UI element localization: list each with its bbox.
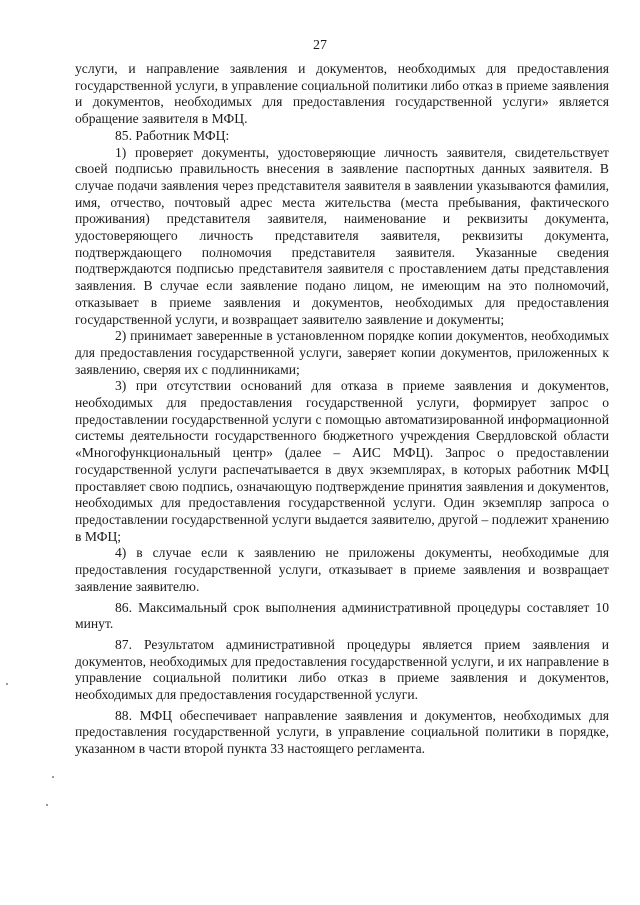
scan-speck — [52, 776, 54, 778]
paragraph-87: 87. Результатом административной процедуры является прием заявления и документов, необходимых для предоставления государственной услуги, и их направление в управление социальной политики либо отказ в приеме заявления и документов, необходимых для предоставления государственной услуги. — [75, 636, 609, 703]
paragraph-88: 88. МФЦ обеспечивает направление заявления и документов, необходимых для предоставления государственной услуги, в управление социальной политики в порядке, указанном в части второй пункта 33 настоящего регламента. — [75, 707, 609, 757]
body-text — [75, 61, 609, 758]
scan-speck — [46, 804, 48, 806]
paragraph-86: 86. Максимальный срок выполнения административной процедуры составляет 10 минут. — [75, 599, 609, 632]
paragraph-85-heading: 85. Работник МФЦ: — [115, 127, 230, 143]
paragraph-85-item-2: 2) принимает заверенные в установленном порядке копии документов, необходимых для предоставления государственной услуги, заверяет копии документов, приложенных к заявлению, сверяя их с подлинниками; — [75, 328, 609, 377]
page-number: 27 — [313, 38, 327, 53]
paragraph-85-item-3: 3) при отсутствии оснований для отказа в приеме заявления и документов, необходимых для предоставления государственной услуги, формирует запрос о предоставлении государственной услуги с помощью автоматизированной информационной системы деятельности государственного бюджетного учреждения Свердловской области «Многофункциональный центр» (далее – АИС МФЦ). Запрос о предоставлении государственной услуги распечатывается в двух экземплярах, в которых работник МФЦ проставляет свою подпись, означающую подтверждение принятия заявления и документов, необходимых для предоставления государственной услуги. Один экземпляр запроса о предоставлении государственной услуги выдается заявителю, другой – подлежит хранению в МФЦ; — [75, 378, 609, 544]
scan-speck — [6, 683, 8, 685]
paragraph-85-item-4: 4) в случае если к заявлению не приложены документы, необходимые для предоставления государственной услуги, отказывает в приеме заявления и возвращает заявление заявителю. — [75, 545, 609, 594]
paragraph-continuation: услуги, и направление заявления и документов, необходимых для предоставления государственной услуги, в управление социальной политики либо отказ в приеме заявления и документов, необходимых для предоставления государственной услуги» является обращение заявителя в МФЦ. — [75, 61, 609, 127]
paragraph-85-item-1: 1) проверяет документы, удостоверяющие личность заявителя, свидетельствует своей подписью правильность внесения в заявление паспортных данных заявителя. В случае подачи заявления через представителя заявителя в заявлении указываются фамилия, имя, отчество, почтовый адрес места жительства (места пребывания, фактического проживания) представителя заявителя, наименование и реквизиты документа, удостоверяющего личность представителя заявителя, реквизиты документа, подтверждающего полномочия представителя заявителя. Указанные сведения подтверждаются подписью представителя заявителя с проставлением даты представления заявления. В случае если заявление подано лицом, не имеющим на это полномочий, отказывает в приеме заявления и документов, необходимых для предоставления государственной услуги, и возвращает заявителю заявление и документы; — [75, 144, 609, 327]
